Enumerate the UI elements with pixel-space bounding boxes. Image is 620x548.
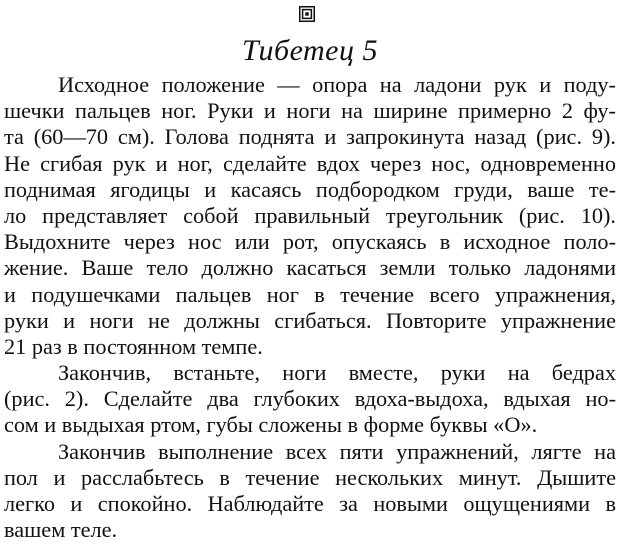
text-line: Выдохните через нос или рот, опускаясь в исходное поло-: [4, 229, 616, 255]
paragraph: [4, 439, 616, 544]
body-text: [4, 72, 616, 543]
text-line: (рис. 2). Сделайте два глубоких вдоха-выдоха, вдыхая но-: [4, 386, 616, 412]
text-line: Закончив, встаньте, ноги вместе, руки на бедрах: [58, 360, 616, 386]
text-line: сом и выдыхая ртом, губы сложены в форме буквы «О».: [4, 412, 538, 438]
text-line: шечки пальцев ног. Руки и ноги на ширине примерно 2 фу-: [4, 98, 616, 124]
text-line: Не сгибая рук и ног, сделайте вдох через нос, одновременно: [4, 150, 616, 176]
text-line: та (60—70 см). Голова поднята и запрокинута назад (рис. 9).: [4, 124, 616, 150]
text-line: 21 раз в постоянном темпе.: [4, 333, 263, 359]
text-line: вашем теле.: [4, 517, 118, 543]
text-line: пол и расслабьтесь в течение нескольких минут. Дышите: [4, 464, 616, 490]
text-line: поднимая ягодицы и касаясь подбородком груди, ваше те-: [4, 176, 616, 202]
text-line: ло представляет собой правильный треугольник (рис. 10).: [4, 202, 616, 228]
page-title: Тибетец 5: [242, 34, 378, 67]
text-line: Исходное положение — опора на ладони рук и поду-: [58, 72, 616, 97]
text-line: и подушечками пальцев ног в течение всего упражнения,: [4, 281, 616, 307]
text-line: руки и ноги не должны сгибаться. Повторите упражнение: [4, 307, 616, 333]
paragraph: [4, 360, 616, 439]
square-spiral-ornament-icon: [299, 6, 315, 22]
text-line: легко и спокойно. Наблюдайте за новыми ощущениями в: [4, 491, 616, 516]
text-line: жение. Ваше тело должно касаться земли только ладонями: [4, 255, 616, 281]
text-line: Закончив выполнение всех пяти упражнений, лягте на: [58, 438, 616, 464]
paragraph: [4, 72, 616, 360]
